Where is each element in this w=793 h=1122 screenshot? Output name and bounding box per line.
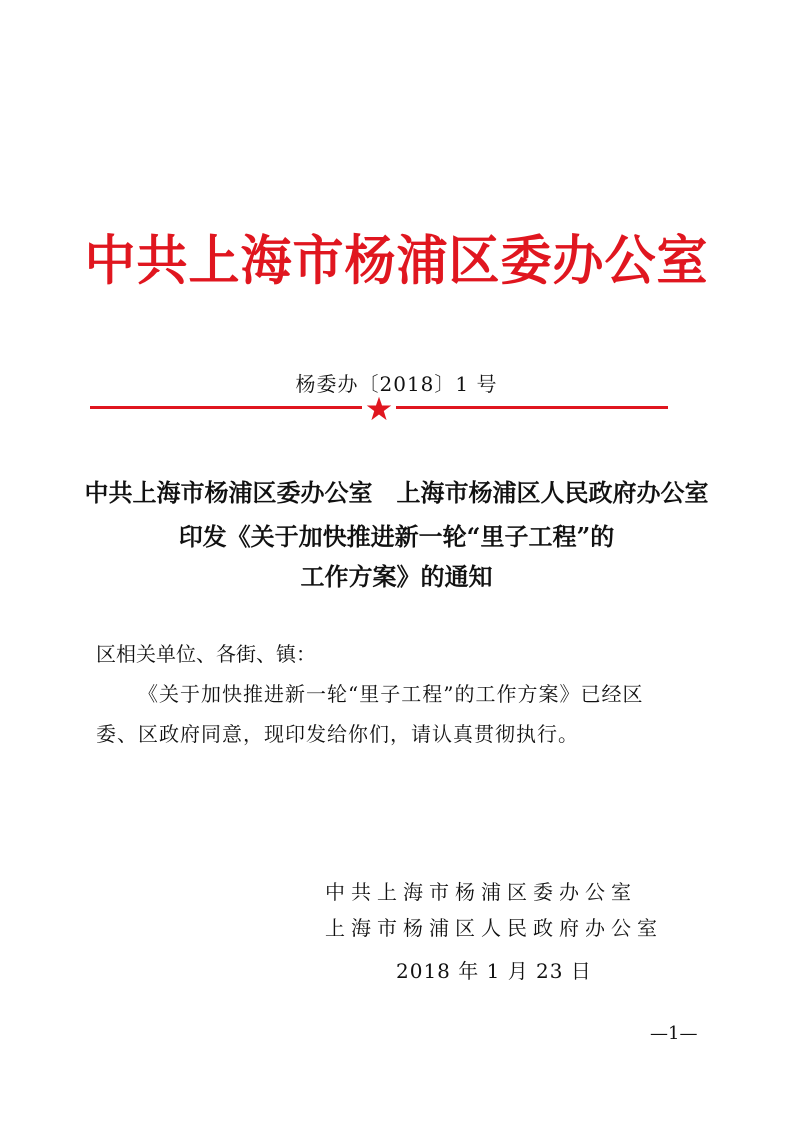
star-icon xyxy=(365,395,393,423)
signature-org-1: 中共上海市杨浦区委办公室 xyxy=(325,880,637,904)
body-paragraph-line-2: 委、区政府同意，现印发给你们，请认真贯彻执行。 xyxy=(96,722,579,746)
document-title-line-2: 印发《关于加快推进新一轮“里子工程”的 xyxy=(178,522,615,551)
signature-org-2: 上海市杨浦区人民政府办公室 xyxy=(325,916,663,940)
salutation: 区相关单位、各街、镇： xyxy=(96,642,316,666)
document-title-line-3: 工作方案》的通知 xyxy=(300,562,493,591)
document-number: 杨委办〔2018〕1 号 xyxy=(295,372,498,396)
red-divider-left xyxy=(90,406,362,409)
page-number: —1— xyxy=(650,1023,698,1044)
signature-date: 2018 年 1 月 23 日 xyxy=(396,959,592,983)
masthead: 中共上海市杨浦区委办公室 xyxy=(84,229,709,293)
red-divider-right xyxy=(396,406,668,409)
body-paragraph-line-1: 《关于加快推进新一轮“里子工程”的工作方案》已经区 xyxy=(138,682,644,706)
document-title-line-1: 中共上海市杨浦区委办公室 上海市杨浦区人民政府办公室 xyxy=(84,478,709,507)
